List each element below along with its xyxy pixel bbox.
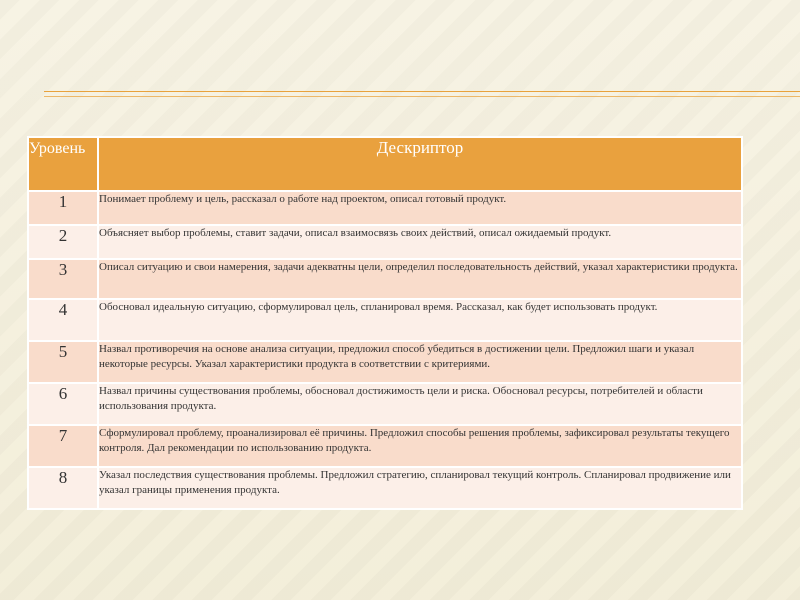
descriptor-column-header: Дескриптор [98,137,742,191]
level-cell: 2 [28,225,98,259]
table-row [28,299,742,341]
descriptor-cell: Понимает проблему и цель, рассказал о работе над проектом, описал готовый продукт. [98,191,742,225]
level-column-header: Уровень [28,137,98,191]
level-cell: 8 [28,467,98,509]
level-cell: 7 [28,425,98,467]
descriptor-cell: Назвал противоречия на основе анализа ситуации, предложил способ убедиться в достижении цели. Предложил шаги и указал некоторые ресурсы. Указал характеристики продукта в соответствии с критериями. [98,341,742,383]
table-row [28,467,742,509]
table-row [28,341,742,383]
slide-rule-top [44,91,800,92]
table-row [28,383,742,425]
descriptor-cell: Указал последствия существования проблемы. Предложил стратегию, спланировал текущий контроль. Спланировал продвижение или указал границы применения продукта. [98,467,742,509]
table-row [28,425,742,467]
descriptor-cell: Обосновал идеальную ситуацию, сформулировал цель, спланировал время. Рассказал, как будет использовать продукт. [98,299,742,341]
table-row [28,225,742,259]
slide-rule-bottom [44,96,800,97]
table-row [28,259,742,299]
descriptor-cell: Описал ситуацию и свои намерения, задачи адекватны цели, определил последовательность действий, указал характеристики продукта. [98,259,742,299]
table-header-row [28,137,742,191]
level-cell: 5 [28,341,98,383]
level-cell: 3 [28,259,98,299]
descriptor-cell: Объясняет выбор проблемы, ставит задачи, описал взаимосвязь своих действий, описал ожидаемый продукт. [98,225,742,259]
level-cell: 6 [28,383,98,425]
descriptor-table [27,136,743,510]
table-row [28,191,742,225]
level-cell: 1 [28,191,98,225]
descriptor-cell: Сформулировал проблему, проанализировал её причины. Предложил способы решения проблемы, зафиксировал результаты текущего контроля. Дал рекомендации по использованию продукта. [98,425,742,467]
descriptor-cell: Назвал причины существования проблемы, обосновал достижимость цели и риска. Обосновал ресурсы, потребителей и области использования продукта. [98,383,742,425]
level-cell: 4 [28,299,98,341]
